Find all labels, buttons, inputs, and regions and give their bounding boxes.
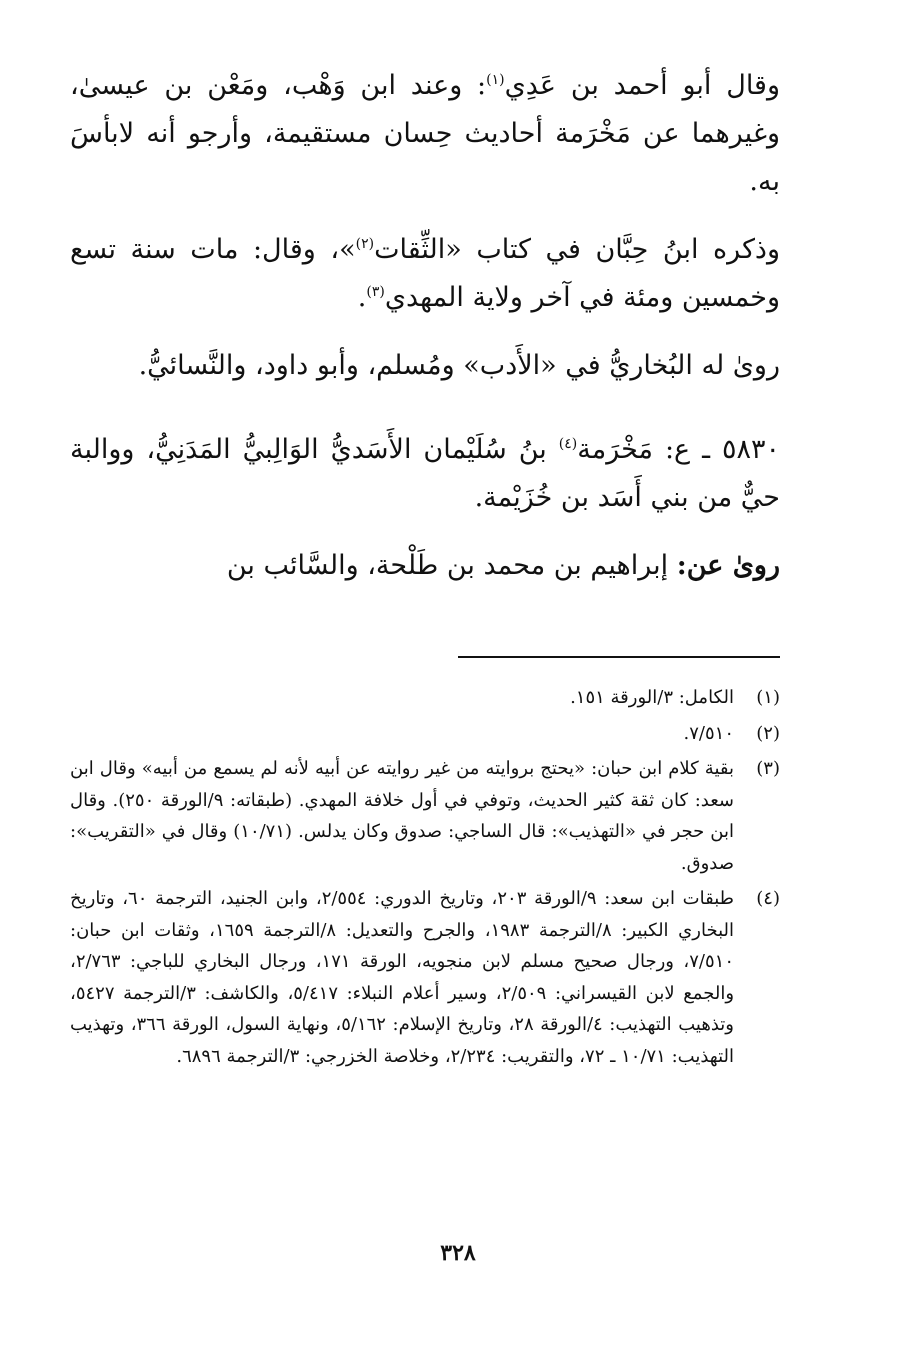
footnote-2	[70, 718, 780, 750]
footnote-ref-3: (٣)	[366, 284, 385, 300]
footnote-4	[70, 883, 780, 1072]
para1-text-b: : وعند ابن وَهْب، ومَعْن بن عيسىٰ، وغيرهما عن مَخْرَمة أحاديث حِسان مستقيمة، وأرجو أنه لابأسَ به.	[70, 70, 780, 197]
page-body	[70, 62, 781, 1067]
footnote-number: (٣)	[756, 758, 780, 779]
entry-number: ٥٨٣٠ ـ ع: مَخْرَمة	[577, 434, 780, 465]
para1-text-a: وقال أبو أحمد بن عَدِي	[504, 70, 781, 101]
entry-heading	[70, 426, 780, 522]
footnote-ref-1: (١)	[486, 72, 505, 88]
para2-text-a: وذكره ابنُ حِبَّان في كتاب «الثِّقات	[374, 234, 780, 265]
paragraph-narrators: روىٰ له البُخاريُّ في «الأَدب» ومُسلم، وأبو داود، والنَّسائيُّ.	[138, 350, 780, 381]
footnote-separator	[458, 656, 780, 658]
footnote-ref-2: (٢)	[355, 236, 375, 252]
paragraph-ibn-hibban	[70, 226, 780, 322]
footnote-text: ٧/٥١٠.	[683, 722, 734, 744]
para2-text-b: »، وقال: مات سنة تسع وخمسين ومئة في آخر ولاية المهدي	[70, 234, 780, 313]
footnote-text: بقية كلام ابن حبان: «يحتج بروايته من غير روايته عن أبيه لأنه لم يسمع من أبيه» وقال ابن سعد: كان ثقة كثير الحديث، وتوفي في أول خلافة المهدي. (طبقاته: ٩/الورقة ٢٥٠). وقال ابن حجر في «التهذيب»: قال الساجي: صدوق وكان يدلس. (١٠/٧١) وقال في «التقريب»: صدوق.	[70, 758, 734, 874]
rawa-an-label: روىٰ عن:	[676, 550, 780, 581]
footnote-number: (٤)	[756, 888, 780, 909]
footnote-1	[70, 682, 780, 714]
footnote-text: طبقات ابن سعد: ٩/الورقة ٢٠٣، وتاريخ الدوري: ٢/٥٥٤، وابن الجنيد، الترجمة ٦٠، وتاريخ البخاري الكبير: ٨/الترجمة ١٩٨٣، والجرح والتعديل: ٨/الترجمة ١٦٥٩، وثقات ابن حبان: ٧/٥١٠، ورجال صحيح مسلم لابن منجويه، الورقة ١٧١، ورجال البخاري للباجي: ٢/٧٦٣، والجمع لابن القيسراني: ٢/٥٠٩، وسير أعلام النبلاء: ٥/٤١٧، والكاشف: ٣/الترجمة ٥٤٢٧، وتذهيب التهذيب: ٤/الورقة ٢٨، وتاريخ الإسلام: ٥/١٦٢، ونهاية السول، الورقة ٣٦٦، وتهذيب التهذيب: ١٠/٧١ ـ ٧٢، والتقريب: ٢/٢٣٤، وخلاصة الخزرجي: ٣/الترجمة ٦٨٩٦.	[70, 888, 735, 1067]
entry-text: بنُ سُلَيْمان الأَسَديُّ الوَالِبيُّ المَدَنِيُّ، ووالبة حيٌّ من بني أَسَد بن خُزَيْمة.	[70, 434, 780, 513]
para2-text-c: .	[357, 282, 367, 313]
paragraph-rawa-an	[70, 542, 780, 590]
footnotes	[70, 682, 780, 1076]
page-number: ٣٢٨	[440, 1240, 476, 1266]
main-text	[70, 62, 780, 590]
paragraph-ibn-adi	[70, 62, 780, 206]
footnote-text: الكامل: ٣/الورقة ١٥١.	[570, 687, 734, 708]
footnote-ref-4: (٤)	[558, 436, 578, 452]
footnote-number: (٢)	[756, 722, 780, 744]
footnote-number: (١)	[756, 687, 780, 708]
footnote-3	[70, 753, 780, 879]
rawa-an-text: إبراهيم بن محمد بن طَلْحة، والسَّائب بن	[226, 550, 677, 581]
